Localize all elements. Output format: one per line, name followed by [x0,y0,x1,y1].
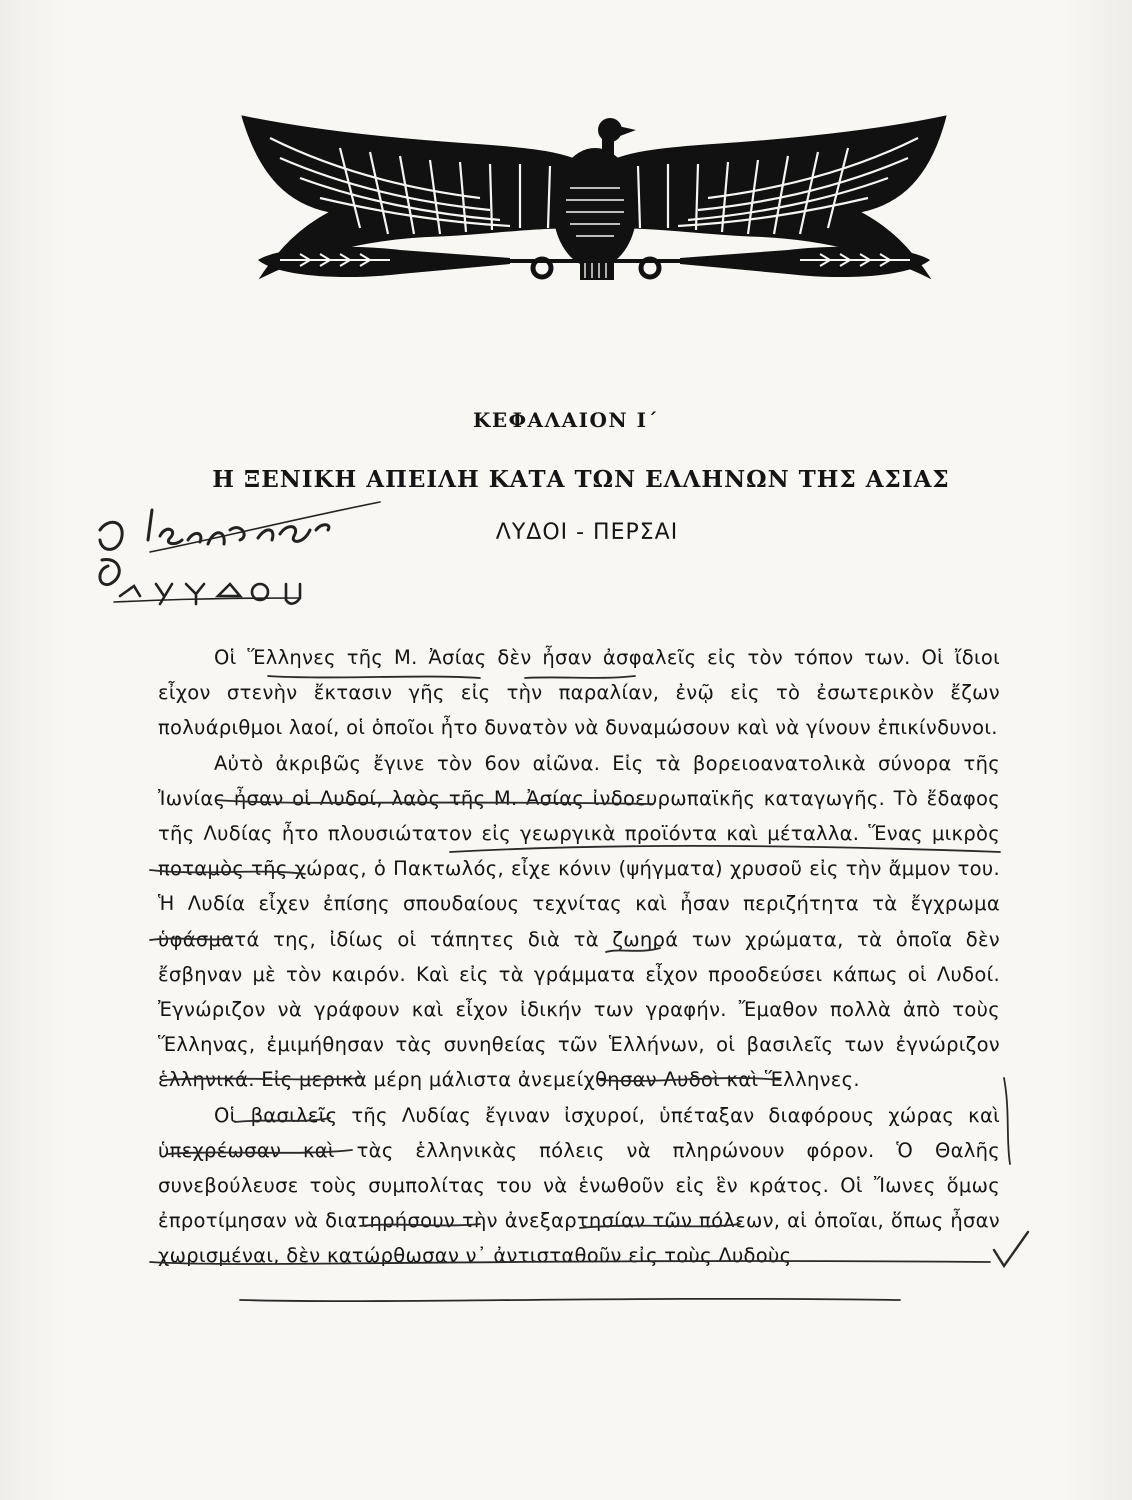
body-text [158,640,1000,1274]
paragraph-3: Οἱ βασιλεῖς τῆς Λυδίας ἔγιναν ἰσχυροί, ὑπέταξαν διαφόρους χώρας καὶ ὑπεχρέωσαν καὶ τὰς ἑλληνικὰς πόλεις νὰ πληρώνουν φόρον. Ὁ Θαλῆς συνεβούλευσε τοὺς συμπολίτας του νὰ ἑνωθοῦν εἰς ἓν κράτος. Οἱ Ἴωνες ὅμως ἐπροτίμησαν νὰ διατηρήσουν τὴν ἀνεξαρτησίαν τῶν πόλεων, αἱ ὁποῖαι, ὅπως ἦσαν χωρισμέναι, δὲν κατώρθωσαν ν᾿ ἀντισταθοῦν εἰς τοὺς Λυδοὺς [158,1103,1000,1268]
winged-vulture-emblem [240,108,948,308]
chapter-title: Η ΞΕΝΙΚΗ ΑΠΕΙΛΗ ΚΑΤΑ ΤΩΝ ΕΛΛΗΝΩΝ ΤΗΣ ΑΣΙΑΣ [212,466,950,493]
vulture-body [553,148,637,268]
paragraph-1: Οἱ Ἕλληνες τῆς Μ. Ἀσίας δὲν ἦσαν ἀσφαλεῖς εἰς τὸν τόπον των. Οἱ ἴδιοι εἶχον στενὴν ἔκτασιν γῆς εἰς τὴν παραλίαν, ἐνῷ εἰς τὸ ἐσωτερικὸν ἔζων πολυάριθμοι λαοί, οἱ ὁποῖοι ἦτο δυνατὸν νὰ δυναμώσουν καὶ νὰ γίνουν ἐπικίνδυνοι. [158,646,1000,740]
handwritten-margin-note [90,500,390,610]
paragraph-2: Αὐτὸ ἀκριβῶς ἔγινε τὸν 6ον αἰῶνα. Εἰς τὰ βορειοανατολικὰ σύνορα τῆς Ἰωνίας ἦσαν οἱ Λυδοί, λαὸς τῆς Μ. Ἀσίας ἰνδοευρωπαϊκῆς καταγωγῆς. Τὸ ἔδαφος τῆς Λυδίας ἦτο πλουσιώτατον εἰς γεωργικὰ προϊόντα καὶ μέταλλα. Ἕνας μικρὸς ποταμὸς τῆς χώρας, ὁ Πακτωλός, εἶχε κόνιν (ψήγματα) χρυσοῦ εἰς τὴν ἄμμον του. Ἡ Λυδία εἶχεν ἐπίσης σπουδαίους τεχνίτας καὶ ἦσαν περιζήτητα τὰ ἔγχρωμα ὑφάσματά της, ἰδίως οἱ τάπητες διὰ τὰ ζωηρά των χρώματα, τὰ ὁποῖα δὲν ἔσβηναν μὲ τὸν καιρόν. Καὶ εἰς τὰ γράμματα εἶχον προοδεύσει κάπως οἱ Λυδοί. Ἐγνώριζον νὰ γράφουν καὶ εἶχον ἰδικήν των γραφήν. Ἔμαθον πολλὰ ἀπὸ τοὺς Ἕλληνας, ἐμιμήθησαν τὰς συνηθείας τῶν Ἑλλήνων, οἱ βασιλεῖς των ἐγνώριζον ἑλληνικά. Εἰς μερικὰ μέρη μάλιστα ἀνεμείχθησαν Λυδοὶ καὶ Ἕλληνες. [158,751,1000,1092]
underline [240,1299,900,1301]
left-staff [258,247,510,277]
margin-bracket [1004,1078,1010,1164]
chapter-heading: ΚΕΦΑΛΑΙΟΝ Ι΄ [473,408,659,432]
chapter-subtitle: ΛΥΔΟΙ - ΠΕΡΣΑΙ [495,520,679,545]
right-staff [680,247,930,277]
